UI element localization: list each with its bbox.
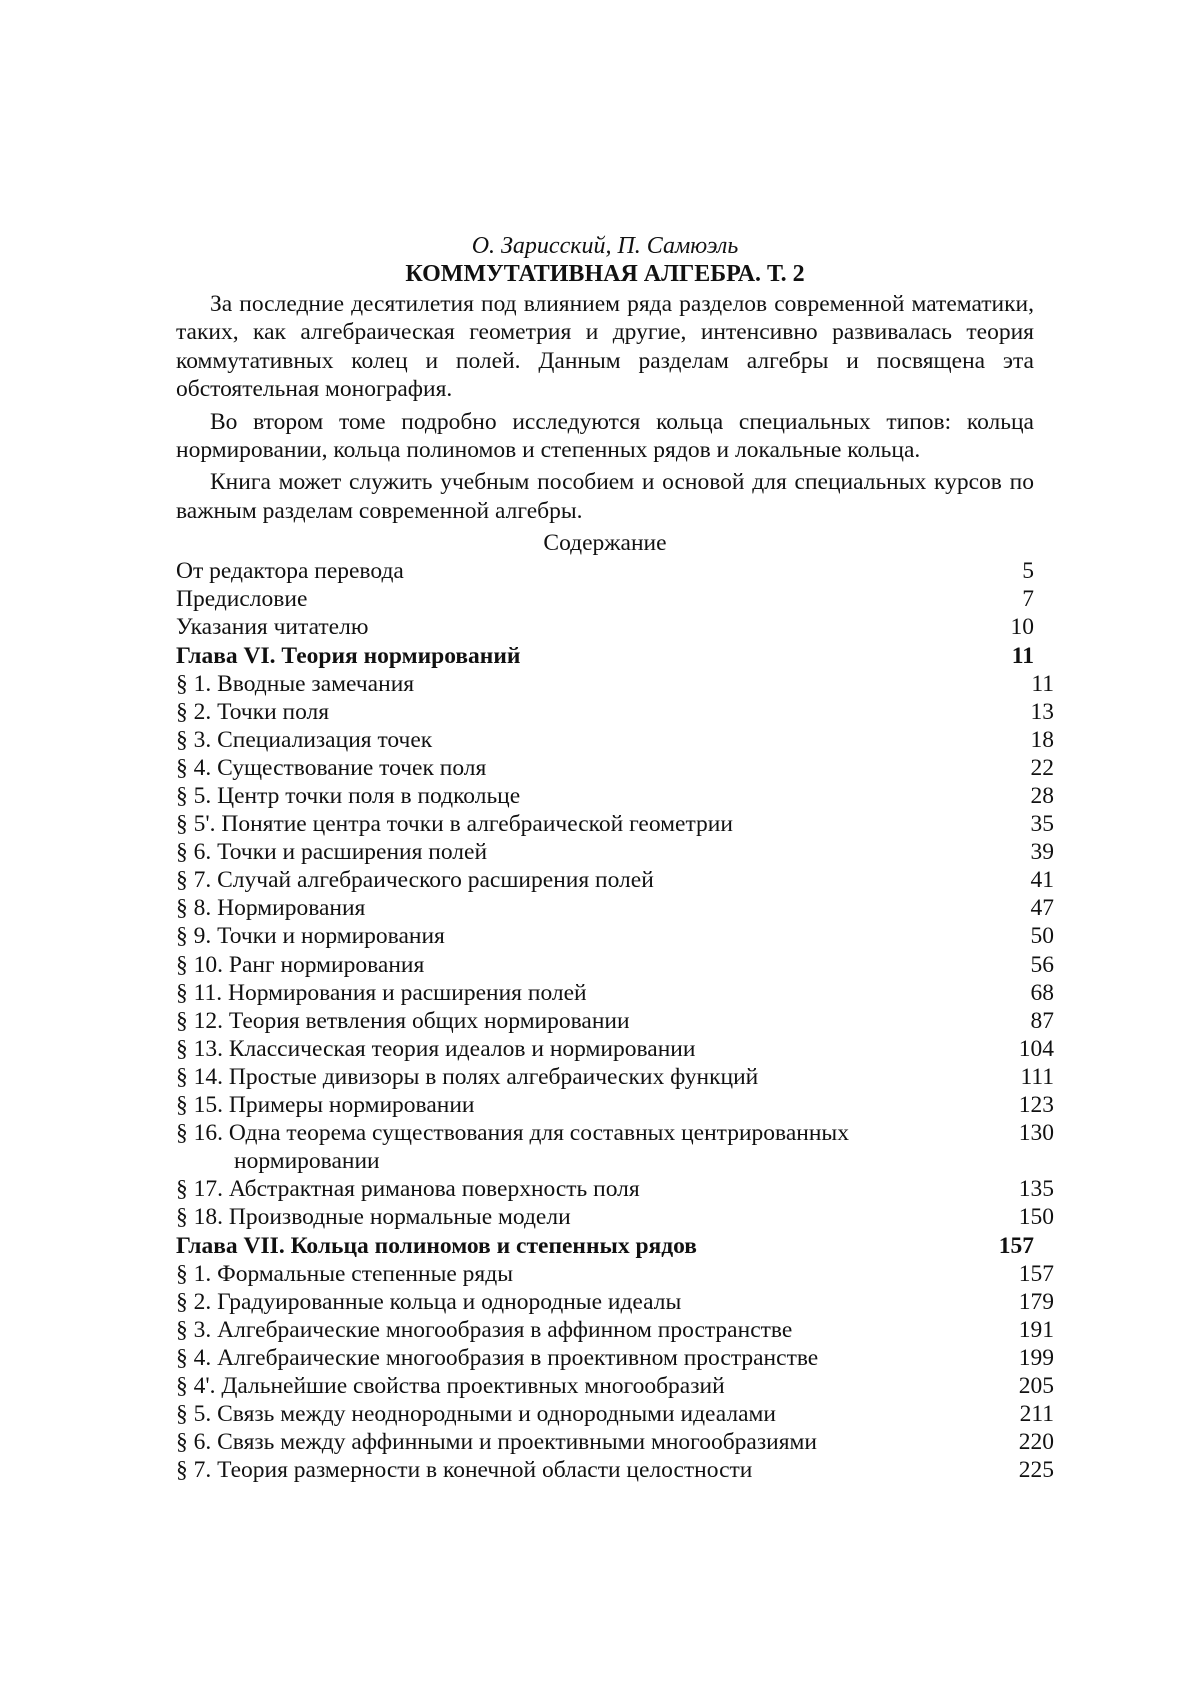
- table-of-contents: [176, 557, 1054, 1484]
- toc-page-number: 13: [1030, 698, 1054, 725]
- toc-entry-title: § 11. Нормирования и расширения полей: [176, 979, 587, 1006]
- toc-row: [176, 1288, 1054, 1316]
- toc-chapter-row: [176, 642, 1034, 670]
- toc-page-number: 104: [1018, 1035, 1054, 1062]
- toc-page-number: 111: [1020, 1063, 1054, 1090]
- toc-entry-title: § 9. Точки и нормирования: [176, 923, 445, 950]
- toc-entry-title: § 5. Центр точки поля в подкольце: [176, 783, 521, 809]
- toc-entry-title: § 16. Одна теорема существования для составных центрированных нормировании: [176, 1120, 849, 1175]
- toc-entry-title: § 6. Связь между аффинными и проективными многообразиями: [176, 1429, 817, 1456]
- toc-row: [176, 951, 1054, 979]
- toc-entry-title: § 3. Специализация точек: [176, 726, 433, 753]
- toc-entry-title: Предисловие: [176, 586, 308, 613]
- description-paragraph: Книга может служить учебным пособием и основой для специальных курсов по важным разделам современной алгебры.: [176, 469, 1034, 524]
- toc-row: [176, 894, 1054, 922]
- toc-page-number: 35: [1030, 811, 1054, 838]
- toc-row: [176, 670, 1054, 698]
- toc-entry-title: § 2. Градуированные кольца и однородные идеалы: [176, 1288, 682, 1315]
- toc-page-number: 10: [1010, 614, 1034, 641]
- authors: О. Зарисский, П. Самюэль: [471, 233, 739, 259]
- toc-entry-title: § 18. Производные нормальные модели: [176, 1204, 571, 1231]
- toc-row: [176, 585, 1034, 613]
- toc-page-number: 7: [1022, 586, 1034, 613]
- toc-row: [176, 1428, 1054, 1456]
- toc-page-number: 56: [1030, 951, 1054, 978]
- toc-chapter-row: [176, 1232, 1034, 1260]
- toc-page-number: 199: [1018, 1344, 1054, 1371]
- toc-row: [176, 782, 1054, 810]
- toc-row: [176, 754, 1054, 782]
- toc-page-number: 39: [1030, 839, 1054, 866]
- toc-row: [176, 1203, 1054, 1231]
- toc-row: [176, 1316, 1054, 1344]
- toc-entry-title: Указания читателю: [176, 614, 369, 641]
- toc-page-number: 87: [1030, 1007, 1054, 1034]
- toc-entry-title: § 13. Классическая теория идеалов и нормировании: [176, 1035, 696, 1062]
- toc-entry-title: § 5'. Понятие центра точки в алгебраической геометрии: [176, 811, 733, 838]
- toc-row: [176, 1400, 1054, 1428]
- toc-row: [176, 838, 1054, 866]
- toc-page-number: 211: [1019, 1401, 1054, 1428]
- toc-page-number: 68: [1030, 979, 1054, 1006]
- toc-entry-title: § 2. Точки поля: [176, 698, 330, 725]
- toc-row: [176, 1007, 1054, 1035]
- toc-entry-title: § 7. Теория размерности в конечной области целостности: [176, 1457, 753, 1484]
- toc-entry-title: § 10. Ранг нормирования: [176, 951, 425, 978]
- toc-entry-title: От редактора перевода: [176, 558, 404, 585]
- toc-page-number: 18: [1030, 726, 1054, 753]
- toc-entry-title: § 5. Связь между неоднородными и однородными идеалами: [176, 1401, 776, 1428]
- toc-page-number: 5: [1022, 558, 1034, 585]
- toc-row: [176, 613, 1034, 641]
- book-annotation-page: [176, 232, 1054, 1484]
- toc-row: [176, 1091, 1054, 1119]
- toc-entry-title: § 14. Простые дивизоры в полях алгебраических функций: [176, 1063, 759, 1090]
- toc-entry-title: § 17. Абстрактная риманова поверхность поля: [176, 1176, 640, 1203]
- toc-row: [176, 1175, 1054, 1203]
- description-paragraph: За последние десятилетия под влиянием ряда разделов современной математики, таких, как алгебраическая геометрия и другие, интенсивно развивалась теория коммутативных колец и полей. Данным разделам алгебры и посвящена эта обстоятельная монография.: [176, 291, 1034, 403]
- toc-page-number: 11: [1011, 642, 1034, 669]
- toc-row: [176, 1063, 1054, 1091]
- description-paragraph: Во втором томе подробно исследуются кольца специальных типов: кольца нормировании, кольца полиномов и степенных рядов и локальные кольца.: [176, 408, 1034, 464]
- toc-row: [176, 1372, 1054, 1400]
- toc-page-number: 225: [1018, 1457, 1054, 1484]
- toc-page-number: 157: [1018, 1260, 1054, 1287]
- toc-page-number: 150: [1018, 1204, 1054, 1231]
- toc-entry-title: § 7. Случай алгебраического расширения полей: [176, 867, 654, 894]
- toc-page-number: 50: [1030, 923, 1054, 950]
- toc-page-number: 157: [998, 1232, 1034, 1259]
- toc-entry-title: Глава VII. Кольца полиномов и степенных рядов: [176, 1232, 697, 1259]
- toc-entry-title: § 6. Точки и расширения полей: [176, 839, 488, 866]
- toc-entry-title: § 4. Алгебраические многообразия в проективном пространстве: [176, 1344, 819, 1371]
- toc-row: [176, 810, 1054, 838]
- toc-entry-title: Глава VI. Теория нормирований: [176, 642, 521, 669]
- toc-page-number: 220: [1018, 1429, 1054, 1456]
- toc-row: [176, 979, 1054, 1007]
- toc-row: [176, 1119, 1054, 1175]
- toc-page-number: 191: [1018, 1316, 1054, 1343]
- toc-row: [176, 726, 1054, 754]
- toc-heading: Содержание: [543, 530, 667, 557]
- toc-page-number: 22: [1030, 754, 1054, 781]
- toc-page-number: 28: [1030, 783, 1054, 809]
- toc-row: [176, 1456, 1054, 1484]
- toc-row: [176, 866, 1054, 894]
- toc-entry-title: § 3. Алгебраические многообразия в аффинном пространстве: [176, 1316, 793, 1343]
- toc-page-number: 41: [1030, 867, 1054, 894]
- toc-page-number: 135: [1018, 1176, 1054, 1203]
- toc-page-number: 11: [1031, 670, 1054, 697]
- toc-row: [176, 1344, 1054, 1372]
- toc-row: [176, 922, 1054, 950]
- toc-row: [176, 698, 1054, 726]
- toc-page-number: 123: [1018, 1092, 1054, 1119]
- toc-page-number: 130: [1018, 1120, 1054, 1147]
- toc-page-number: 47: [1030, 895, 1054, 922]
- toc-entry-title: § 15. Примеры нормировании: [176, 1092, 475, 1119]
- book-title: КОММУТАТИВНАЯ АЛГЕБРА. Т. 2: [405, 261, 805, 287]
- toc-entry-title: § 12. Теория ветвления общих нормировании: [176, 1007, 630, 1034]
- toc-row: [176, 1260, 1054, 1288]
- toc-row: [176, 557, 1034, 585]
- toc-row: [176, 1035, 1054, 1063]
- toc-entry-title: § 4'. Дальнейшие свойства проективных многообразий: [176, 1372, 725, 1399]
- toc-entry-title: § 1. Формальные степенные ряды: [176, 1260, 513, 1287]
- toc-entry-title: § 4. Существование точек поля: [176, 754, 487, 781]
- toc-page-number: 179: [1018, 1288, 1054, 1315]
- toc-entry-title: § 8. Нормирования: [176, 895, 366, 922]
- toc-entry-title: § 1. Вводные замечания: [176, 670, 415, 697]
- toc-page-number: 205: [1018, 1372, 1054, 1399]
